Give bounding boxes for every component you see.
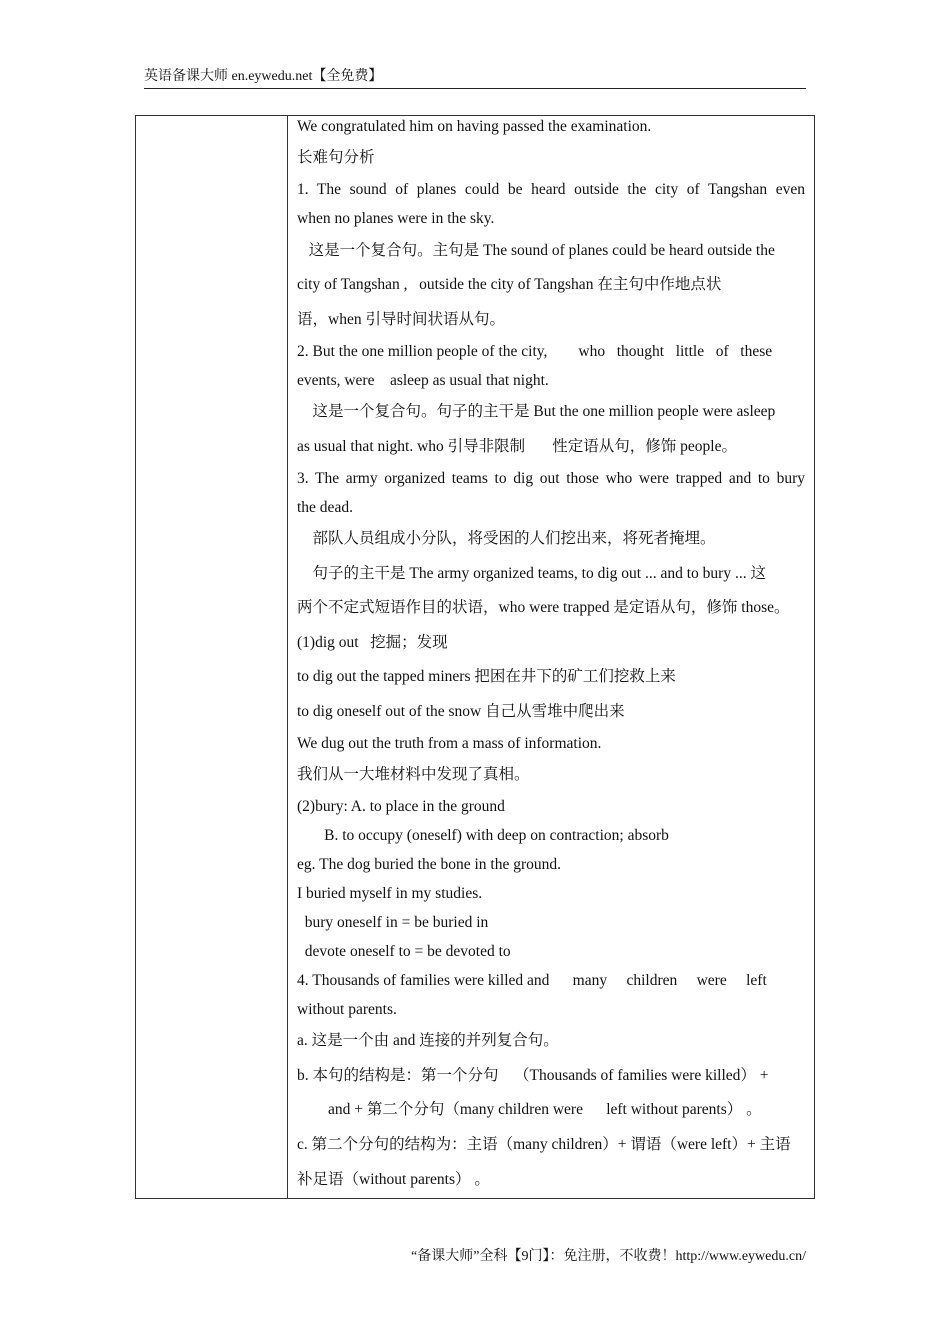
text-line: devote oneself to = be devoted to [297,943,511,960]
text-line: B. to occupy (oneself) with deep on contraction; absorb [297,827,669,844]
text-line: without parents. [297,1001,397,1018]
text-line: as usual that night. who 引导非限制 性定语从句，修饰 people。 [297,438,737,455]
text-line: events, were asleep as usual that night. [297,372,549,389]
text-line: (1)dig out 挖掘；发现 [297,634,448,651]
text-line: eg. The dog buried the bone in the ground. [297,856,562,873]
text-line: when no planes were in the sky. [297,210,495,227]
text-line: 2. But the one million people of the city, who thought little of these [297,343,773,360]
text-line: 部队人员组成小分队，将受困的人们挖出来，将死者掩埋。 [297,530,716,547]
page-footer: “备课大师”全科【9门】：免注册，不收费！http://www.eywedu.cn/ [411,1249,806,1264]
text-line: 句子的主干是 The army organized teams, to dig out ... and to bury ... 这 [297,565,766,582]
text-line: bury oneself in = be buried in [297,914,489,931]
text-line: (2)bury: A. to place in the ground [297,798,505,815]
left-column-cell [136,116,288,1198]
text-line: to dig out the tapped miners 把困在井下的矿工们挖救上来 [297,668,676,685]
text-line: and + 第二个分句（many children were left without parents） 。 [297,1101,762,1118]
text-line: 3. The army organized teams to dig out those who were trapped and to bury [297,470,805,487]
text-line: c. 第二个分句的结构为：主语（many children）+ 谓语（were left）+ 主语 [297,1136,791,1153]
text-line: city of Tangshan , outside the city of Tangshan 在主句中作地点状 [297,276,722,293]
section-heading: 长难句分析 [297,149,375,166]
text-line: a. 这是一个由 and 连接的并列复合句。 [297,1032,559,1049]
page-header: 英语备课大师 en.eywedu.net【全免费】 [144,67,806,89]
text-line: 这是一个复合句。句子的主干是 But the one million people were asleep [297,403,776,420]
text-line: 语，when 引导时间状语从句。 [297,311,505,328]
text-line: 补足语（without parents） 。 [297,1171,490,1188]
text-line: 1. The sound of planes could be heard outside the city of Tangshan even [297,181,805,198]
text-line: 两个不定式短语作目的状语，who were trapped 是定语从句，修饰 those。 [297,599,790,616]
text-line: b. 本句的结构是：第一个分句 （Thousands of families were killed） + [297,1067,769,1084]
text-line: to dig oneself out of the snow 自己从雪堆中爬出来 [297,703,625,720]
text-line: I buried myself in my studies. [297,885,483,902]
text-line: 这是一个复合句。主句是 The sound of planes could be heard outside the [297,242,775,259]
content-table [135,115,815,1199]
right-column-cell [289,116,814,1198]
text-line: the dead. [297,499,353,516]
text-line: 4. Thousands of families were killed and many children were left [297,972,767,989]
text-line: We dug out the truth from a mass of information. [297,735,602,752]
text-line: 我们从一大堆材料中发现了真相。 [297,766,530,783]
text-line: We congratulated him on having passed the examination. [297,118,652,135]
